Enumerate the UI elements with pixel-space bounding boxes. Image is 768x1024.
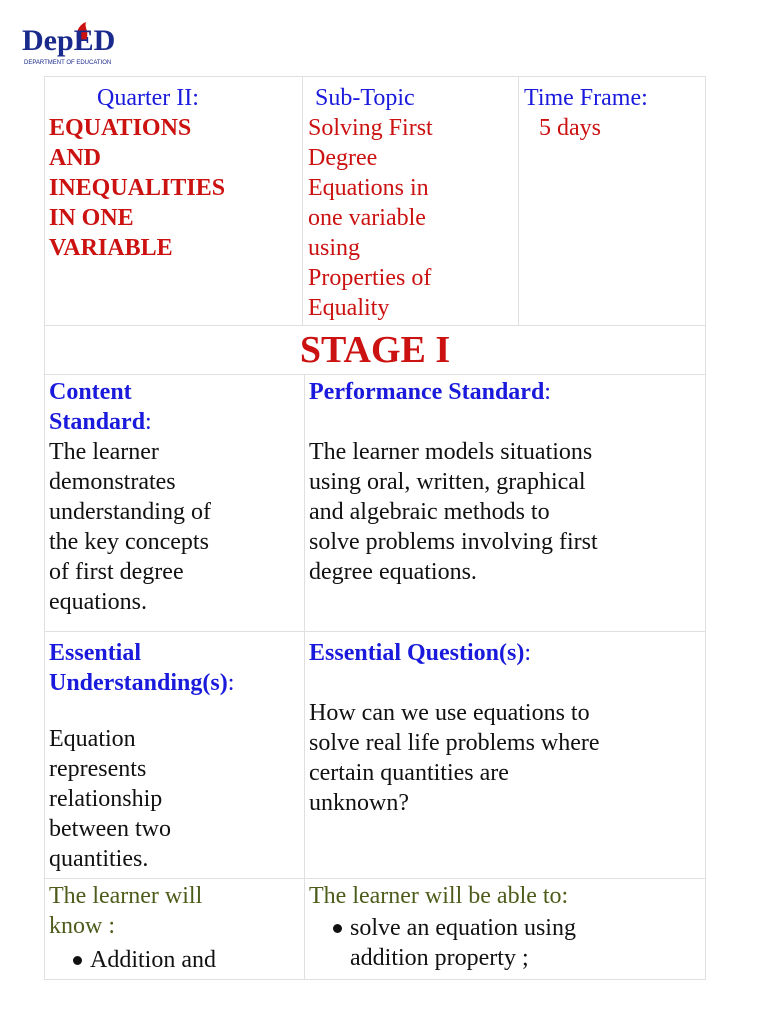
performance-standard-text: The learner models situations using oral, written, graphical and algebraic methods to solve problems involving first degree equations. [309,439,598,585]
deped-logo [20,20,168,72]
content-standard-heading [49,377,152,437]
subtopic-label: Sub-Topic [315,85,415,111]
learner-know-cell [45,879,305,979]
logo-text: DepED [22,24,116,57]
stage-row [44,325,706,375]
quarter-label: Quarter II: [97,85,199,111]
essential-question-label: Essential Question(s) [309,640,525,666]
essential-row [44,631,706,879]
bullet-icon [73,956,82,965]
quarter-cell [45,77,303,325]
timeframe-value: 5 days [539,115,601,141]
essential-understanding-cell [45,632,305,878]
learner-able-label: The learner will be able to: [309,883,569,909]
able-item [333,913,576,973]
essential-question-cell [305,632,707,878]
header-row [44,76,706,326]
learner-know-label: The learner will know : [49,883,203,939]
learner-able-cell [305,879,707,979]
topic-title: EQUATIONS AND INEQUALITIES IN ONE VARIABLE [49,115,226,261]
essential-understanding-text: Equation represents relationship between two quantities. [49,726,171,872]
essential-question-heading [309,638,531,668]
essential-understanding-colon: : [227,670,235,696]
know-item [73,945,216,975]
essential-understanding-label: Essential Understanding(s) [49,640,228,696]
content-standard-cell [45,375,305,631]
essential-question-text: How can we use equations to solve real life problems where certain quantities are unknown? [309,700,600,816]
bullet-icon [333,924,342,933]
essential-understanding-heading [49,638,234,698]
standards-row [44,374,706,632]
learner-row [44,878,706,980]
logo-subtext: DEPARTMENT OF EDUCATION [24,60,112,66]
essential-question-colon: : [524,640,532,666]
content-standard-label: Content Standard [49,379,146,435]
know-item-text: Addition and [90,947,216,973]
subtopic-cell [303,77,519,325]
able-item-text: solve an equation using addition property ; [350,915,576,971]
timeframe-cell [519,77,707,325]
performance-standard-colon: : [544,379,551,405]
content-standard-text: The learner demonstrates understanding of the key concepts of first degree equations. [49,439,211,615]
performance-standard-label: Performance Standard [309,379,545,405]
subtopic-text: Solving First Degree Equations in one variable using Properties of Equality [308,115,433,321]
performance-standard-cell [305,375,707,631]
timeframe-label: Time Frame: [524,85,648,111]
performance-standard-heading [309,377,551,407]
stage-title: STAGE I [299,329,451,371]
content-standard-colon: : [145,409,152,435]
